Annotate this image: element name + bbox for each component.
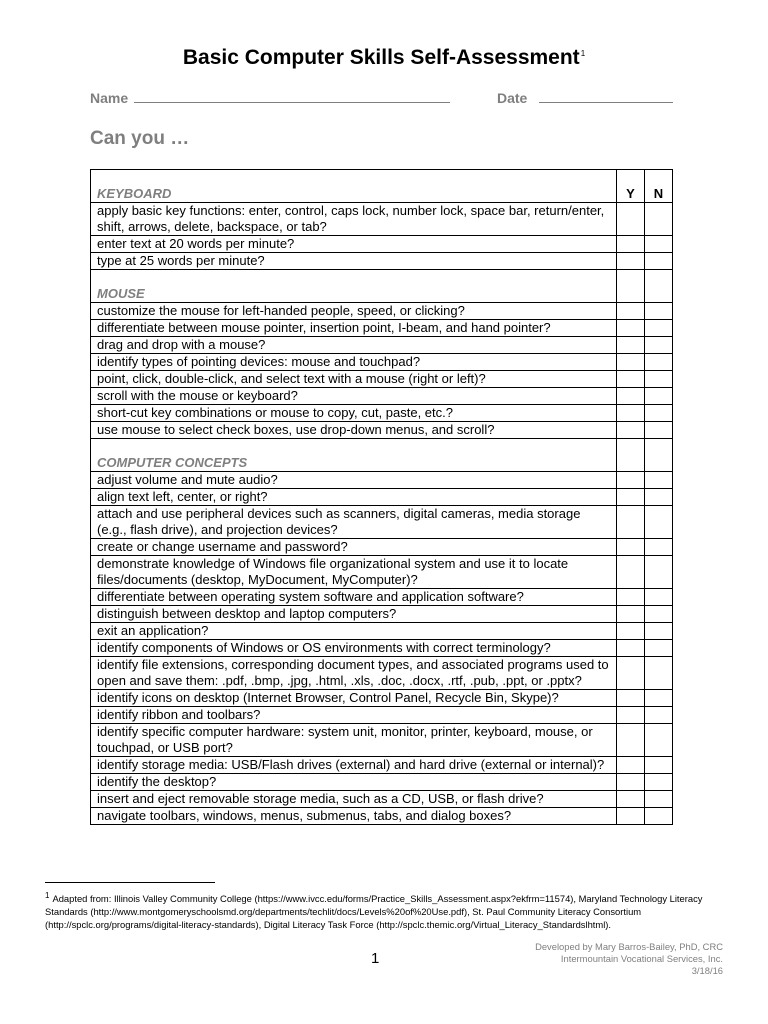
answer-cell-yes[interactable]	[617, 556, 645, 589]
skill-question: identify icons on desktop (Internet Browser, Control Panel, Recycle Bin, Skype)?	[91, 690, 617, 707]
footnote-mark: 1	[45, 891, 50, 900]
answer-cell-yes[interactable]	[617, 657, 645, 690]
answer-cell-yes[interactable]	[617, 791, 645, 808]
skill-question: identify ribbon and toolbars?	[91, 707, 617, 724]
table-row	[91, 422, 673, 439]
answer-cell-yes[interactable]	[617, 606, 645, 623]
answer-cell-yes[interactable]	[617, 707, 645, 724]
answer-cell-yes[interactable]	[617, 690, 645, 707]
answer-cell-no[interactable]	[645, 371, 673, 388]
table-row	[91, 489, 673, 506]
answer-cell-no[interactable]	[645, 354, 673, 371]
table-row	[91, 320, 673, 337]
footnote-text: Adapted from: Illinois Valley Community College (https://www.ivcc.edu/forms/Practice_Skills_Assessment.aspx?ekfrm=11574), Maryland Technology Literacy Standards (http://www.montgomeryschoolsmd.org/departments/techlit/docs/Levels%20of%20Use.pdf), St. Paul Community Literacy Consortium (http://spclc.org/programs/digital-literacy-standards), Digital Literacy Task Force (http://spclc.themic.org/Virtual_Literacy_Standardslhtml).	[45, 893, 703, 931]
skill-question: insert and eject removable storage media, such as a CD, USB, or flash drive?	[91, 791, 617, 808]
answer-cell-yes[interactable]	[617, 405, 645, 422]
table-row	[91, 690, 673, 707]
answer-cell-no[interactable]	[645, 623, 673, 640]
table-row	[91, 623, 673, 640]
table-row	[91, 707, 673, 724]
answer-cell-yes[interactable]	[617, 439, 645, 472]
column-header-yes: Y	[617, 170, 645, 203]
answer-cell-no[interactable]	[645, 489, 673, 506]
answer-cell-yes[interactable]	[617, 253, 645, 270]
answer-cell-yes[interactable]	[617, 337, 645, 354]
table-row	[91, 808, 673, 825]
table-row	[91, 253, 673, 270]
table-row	[91, 774, 673, 791]
skill-question: navigate toolbars, windows, menus, submenus, tabs, and dialog boxes?	[91, 808, 617, 825]
skill-question: short-cut key combinations or mouse to copy, cut, paste, etc.?	[91, 405, 617, 422]
answer-cell-no[interactable]	[645, 236, 673, 253]
skill-question: demonstrate knowledge of Windows file organizational system and use it to locate files/documents (desktop, MyDocument, MyComputer)?	[91, 556, 617, 589]
answer-cell-no[interactable]	[645, 270, 673, 303]
credit-author: Developed by Mary Barros-Bailey, PhD, CRC	[535, 941, 723, 952]
answer-cell-yes[interactable]	[617, 303, 645, 320]
answer-cell-no[interactable]	[645, 203, 673, 236]
answer-cell-no[interactable]	[645, 556, 673, 589]
credit-date: 3/18/16	[691, 965, 723, 976]
table-row	[91, 724, 673, 757]
date-label: Date	[497, 90, 528, 106]
answer-cell-no[interactable]	[645, 506, 673, 539]
skill-question: drag and drop with a mouse?	[91, 337, 617, 354]
page-title	[0, 46, 768, 70]
footnote	[45, 889, 735, 931]
answer-cell-yes[interactable]	[617, 589, 645, 606]
answer-cell-no[interactable]	[645, 774, 673, 791]
answer-cell-no[interactable]	[645, 690, 673, 707]
answer-cell-yes[interactable]	[617, 808, 645, 825]
answer-cell-yes[interactable]	[617, 774, 645, 791]
answer-cell-no[interactable]	[645, 337, 673, 354]
table-row	[91, 472, 673, 489]
table-row	[91, 791, 673, 808]
table-row	[91, 354, 673, 371]
answer-cell-no[interactable]	[645, 757, 673, 774]
table-row	[91, 337, 673, 354]
skill-question: identify types of pointing devices: mouse and touchpad?	[91, 354, 617, 371]
answer-cell-no[interactable]	[645, 808, 673, 825]
answer-cell-no[interactable]	[645, 320, 673, 337]
name-field[interactable]	[90, 90, 450, 106]
table-row	[91, 506, 673, 539]
table-row	[91, 640, 673, 657]
answer-cell-yes[interactable]	[617, 472, 645, 489]
answer-cell-no[interactable]	[645, 472, 673, 489]
skill-question: exit an application?	[91, 623, 617, 640]
section-header-row	[91, 270, 673, 303]
skill-question: identify components of Windows or OS environments with correct terminology?	[91, 640, 617, 657]
date-line[interactable]	[539, 90, 673, 103]
answer-cell-no[interactable]	[645, 640, 673, 657]
table-row	[91, 405, 673, 422]
skill-question: identify storage media: USB/Flash drives (external) and hard drive (external or internal)?	[91, 757, 617, 774]
answer-cell-no[interactable]	[645, 791, 673, 808]
answer-cell-no[interactable]	[645, 707, 673, 724]
skill-question: use mouse to select check boxes, use drop-down menus, and scroll?	[91, 422, 617, 439]
table-row	[91, 657, 673, 690]
table-row	[91, 539, 673, 556]
answer-cell-no[interactable]	[645, 589, 673, 606]
answer-cell-yes[interactable]	[617, 539, 645, 556]
table-row	[91, 388, 673, 405]
answer-cell-yes[interactable]	[617, 724, 645, 757]
name-label: Name	[90, 90, 129, 106]
section-label: MOUSE	[91, 270, 617, 303]
name-line[interactable]	[134, 90, 450, 103]
table-row	[91, 303, 673, 320]
answer-cell-no[interactable]	[645, 724, 673, 757]
skill-question: enter text at 20 words per minute?	[91, 236, 617, 253]
answer-cell-no[interactable]	[645, 439, 673, 472]
answer-cell-no[interactable]	[645, 303, 673, 320]
skill-question: scroll with the mouse or keyboard?	[91, 388, 617, 405]
table-row	[91, 236, 673, 253]
answer-cell-yes[interactable]	[617, 506, 645, 539]
section-label: COMPUTER CONCEPTS	[91, 439, 617, 472]
credit-org: Intermountain Vocational Services, Inc.	[560, 953, 723, 964]
skill-question: apply basic key functions: enter, control, caps lock, number lock, space bar, return/enter, shift, arrows, delete, backspace, or tab?	[91, 203, 617, 236]
answer-cell-yes[interactable]	[617, 320, 645, 337]
answer-cell-yes[interactable]	[617, 270, 645, 303]
answer-cell-yes[interactable]	[617, 388, 645, 405]
skill-question: align text left, center, or right?	[91, 489, 617, 506]
page-number: 1	[371, 950, 380, 967]
skill-question: identify the desktop?	[91, 774, 617, 791]
skill-question: type at 25 words per minute?	[91, 253, 617, 270]
credit-block	[535, 941, 723, 977]
answer-cell-yes[interactable]	[617, 422, 645, 439]
table-row	[91, 589, 673, 606]
section-label: KEYBOARD	[91, 170, 617, 203]
title-text: Basic Computer Skills Self-Assessment	[182, 46, 580, 69]
answer-cell-yes[interactable]	[617, 236, 645, 253]
skill-question: create or change username and password?	[91, 539, 617, 556]
answer-cell-no[interactable]	[645, 388, 673, 405]
answer-cell-yes[interactable]	[617, 757, 645, 774]
skill-question: attach and use peripheral devices such as scanners, digital cameras, media storage (e.g., flash drive), and projection devices?	[91, 506, 617, 539]
answer-cell-yes[interactable]	[617, 354, 645, 371]
skill-question: adjust volume and mute audio?	[91, 472, 617, 489]
table-row	[91, 203, 673, 236]
can-you-heading: Can you …	[90, 128, 190, 149]
answer-cell-yes[interactable]	[617, 371, 645, 388]
answer-cell-no[interactable]	[645, 657, 673, 690]
answer-cell-yes[interactable]	[617, 623, 645, 640]
title-footnote-mark: 1	[580, 49, 586, 58]
answer-cell-yes[interactable]	[617, 489, 645, 506]
skill-question: point, click, double-click, and select text with a mouse (right or left)?	[91, 371, 617, 388]
skill-question: differentiate between mouse pointer, insertion point, I-beam, and hand pointer?	[91, 320, 617, 337]
table-row	[91, 606, 673, 623]
skill-question: differentiate between operating system software and application software?	[91, 589, 617, 606]
answer-cell-no[interactable]	[645, 405, 673, 422]
skill-question: distinguish between desktop and laptop computers?	[91, 606, 617, 623]
answer-cell-yes[interactable]	[617, 640, 645, 657]
answer-cell-no[interactable]	[645, 606, 673, 623]
section-header-row	[91, 170, 673, 203]
table-row	[91, 556, 673, 589]
skill-question: identify file extensions, corresponding document types, and associated programs used to open and save them: .pdf, .bmp, .jpg, .html, .xls, .doc, .docx, .rtf, .pub, .ppt, or .pptx?	[91, 657, 617, 690]
answer-cell-no[interactable]	[645, 539, 673, 556]
answer-cell-no[interactable]	[645, 253, 673, 270]
answer-cell-yes[interactable]	[617, 203, 645, 236]
answer-cell-no[interactable]	[645, 422, 673, 439]
date-field[interactable]	[497, 90, 673, 106]
column-header-no: N	[645, 170, 673, 203]
section-header-row	[91, 439, 673, 472]
skill-question: customize the mouse for left-handed people, speed, or clicking?	[91, 303, 617, 320]
skill-question: identify specific computer hardware: system unit, monitor, printer, keyboard, mouse, or touchpad, or USB port?	[91, 724, 617, 757]
assessment-table	[90, 169, 673, 825]
footnote-separator	[45, 882, 215, 883]
table-row	[91, 371, 673, 388]
table-row	[91, 757, 673, 774]
